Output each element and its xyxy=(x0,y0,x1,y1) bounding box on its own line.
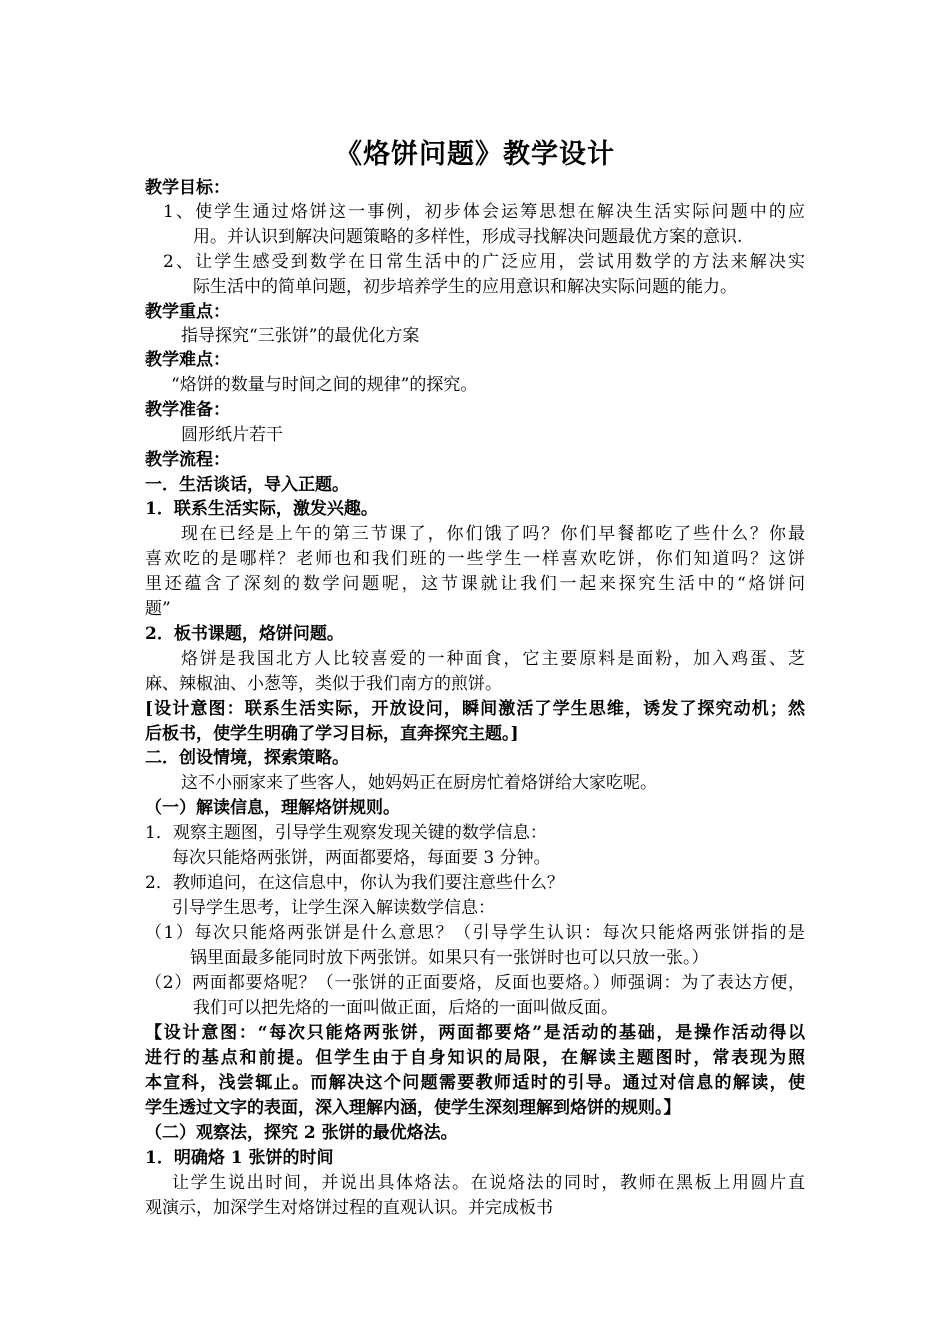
document-title: 《烙饼问题》教学设计 xyxy=(335,139,615,170)
step-1-info: 每次只能烙两张饼，两面都要烙，每面要 3 分钟。 xyxy=(172,848,551,868)
design-intent-2-line-4: 学生透过文字的表面，深入理解内涵，使学生深刻理解到烙饼的规则。】 xyxy=(145,1098,681,1118)
question-1-line-2: 锅里面最多能同时放下两张饼。如果只有一张饼时也可以只放一张。） xyxy=(190,948,709,968)
design-intent-2-line-2: 进行的基点和前提。但学生由于自身知识的局限，在解读主题图时，常表现为照 xyxy=(145,1048,805,1068)
section-2-heading: 二．创设情境，探索策略。 xyxy=(145,748,349,768)
heading-difficulty: 教学难点： xyxy=(145,350,230,370)
subsection-1-heading: （一）解读信息，理解烙饼规则。 xyxy=(145,798,400,818)
section-1-2-heading: 2．板书课题，烙饼问题。 xyxy=(145,624,344,644)
paragraph-4-line-2: 观演示，加深学生对烙饼过程的直观认识。并完成板书 xyxy=(145,1198,553,1218)
key-point-text: 指导探究“三张饼”的最优化方案 xyxy=(181,326,420,346)
step-1: 1．观察主题图，引导学生观察发现关键的数学信息： xyxy=(145,823,547,843)
question-1-line-1: （1）每次只能烙两张饼是什么意思？（引导学生认识：每次只能烙两张饼指的是 xyxy=(145,923,805,943)
heading-key-point: 教学重点： xyxy=(145,302,230,322)
paragraph-2-line-1: 烙饼是我国北方人比较喜爱的一种面食，它主要原料是面粉，加入鸡蛋、芝 xyxy=(181,649,805,669)
question-2-line-2: 我们可以把先烙的一面叫做正面，后烙的一面叫做反面。 xyxy=(193,998,618,1018)
design-intent-2-line-3: 本宣科，浅尝辄止。而解决这个问题需要教师适时的引导。通过对信息的解读，使 xyxy=(145,1073,805,1093)
paragraph-1-line-3: 里还蕴含了深刻的数学问题呢，这节课就让我们一起来探究生活中的“烙饼问 xyxy=(145,574,805,594)
objective-1-line-2: 用。并认识到解决问题策略的多样性，形成寻找解决问题最优方案的意识. xyxy=(193,227,743,247)
step-2-guide: 引导学生思考，让学生深入解读数学信息： xyxy=(172,898,495,918)
objective-1-line-1: 1、使学生通过烙饼这一事例，初步体会运筹思想在解决生活实际问题中的应 xyxy=(163,202,805,222)
objective-2-line-2: 际生活中的简单问题，初步培养学生的应用意识和解决实际问题的能力。 xyxy=(193,277,737,297)
design-intent-2-line-1: 【设计意图：“每次只能烙两张饼，两面都要烙”是活动的基础，是操作活动得以 xyxy=(145,1023,805,1043)
paragraph-4-line-1: 让学生说出时间，并说出具体烙法。在说烙法的同时，教师在黑板上用圆片直 xyxy=(172,1173,805,1193)
section-1-heading: 一．生活谈话，导入正题。 xyxy=(145,475,349,495)
difficulty-text: “烙饼的数量与时间之间的规律”的探究。 xyxy=(171,375,478,395)
paragraph-3: 这不小丽家来了些客人，她妈妈正在厨房忙着烙饼给大家吃呢。 xyxy=(181,773,657,793)
heading-preparation: 教学准备： xyxy=(145,400,230,420)
heading-objectives: 教学目标： xyxy=(145,178,230,198)
paragraph-1-line-1: 现在已经是上午的第三节课了，你们饿了吗？你们早餐都吃了些什么？你最 xyxy=(181,524,805,544)
section-1-1-heading: 1．联系生活实际，激发兴趣。 xyxy=(145,499,378,519)
subsection-2-step-1: 1．明确烙 1 张饼的时间 xyxy=(145,1148,334,1168)
preparation-text: 圆形纸片若干 xyxy=(181,425,283,445)
heading-process: 教学流程： xyxy=(145,450,230,470)
question-2-line-1: （2）两面都要烙呢？（一张饼的正面要烙，反面也要烙。）师强调：为了表达方便， xyxy=(145,973,805,993)
subsection-2-heading: （二）观察法，探究 2 张饼的最优烙法。 xyxy=(145,1123,458,1143)
step-2: 2．教师追问，在这信息中，你认为我们要注意些什么？ xyxy=(145,873,564,893)
paragraph-1-line-2: 喜欢吃的是哪样？老师也和我们班的一些学生一样喜欢吃饼，你们知道吗？这饼 xyxy=(145,549,805,569)
objective-2-line-1: 2、让学生感受到数学在日常生活中的广泛应用，尝试用数学的方法来解决实 xyxy=(163,252,805,272)
design-intent-1-line-2: 后板书，使学生明确了学习目标，直奔探究主题。] xyxy=(145,724,519,744)
paragraph-1-line-4: 题” xyxy=(145,599,171,619)
paragraph-2-line-2: 麻、辣椒油、小葱等，类似于我们南方的煎饼。 xyxy=(145,674,502,694)
design-intent-1-line-1: [设计意图：联系生活实际，开放设问，瞬间激活了学生思维，诱发了探究动机；然 xyxy=(145,699,805,719)
